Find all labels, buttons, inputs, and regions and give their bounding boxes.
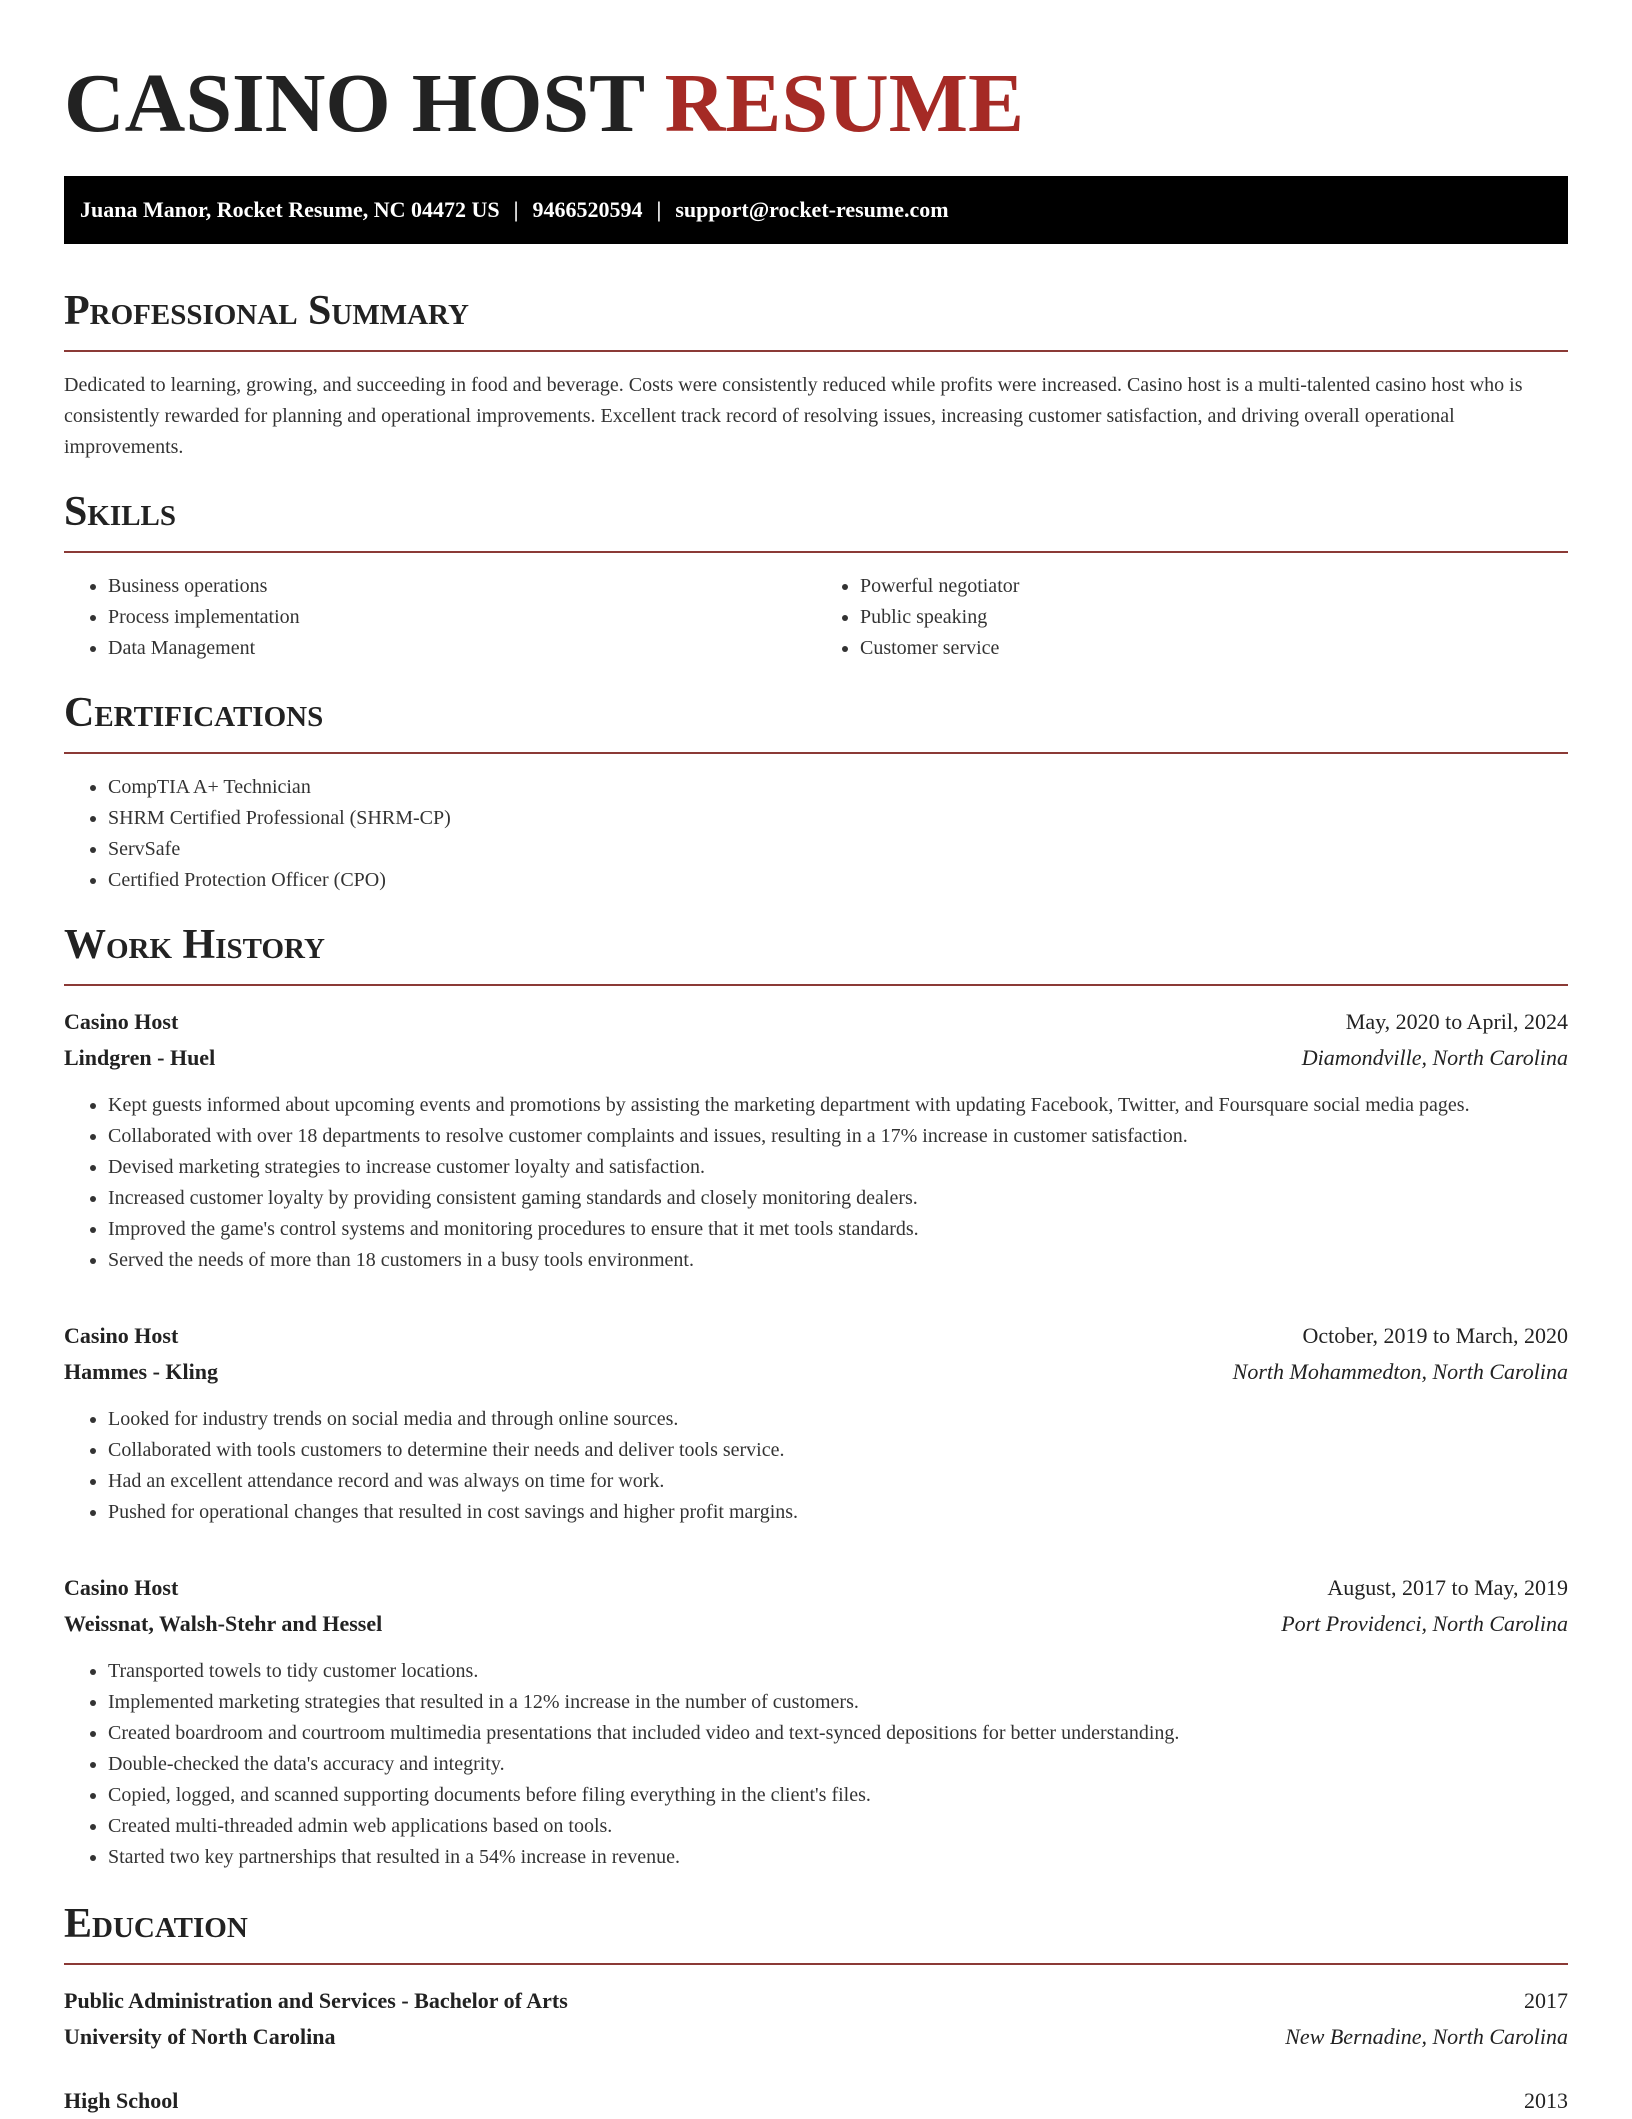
education-degree-row [64,1983,1568,2019]
job-location: North Mohammedton, North Carolina [1232,1359,1568,1384]
job-location: Port Providenci, North Carolina [1281,1611,1568,1636]
certifications-list [64,772,1568,896]
job-dates: May, 2020 to April, 2024 [1345,1009,1568,1034]
job-entry [64,1004,1568,1276]
job-bullet: • Kept guests informed about upcoming events and promotions by assisting the marketing department with updating Facebook, Twitter, and Foursquare social media pages. [108,1090,1568,1121]
job-bullets [64,1404,1568,1528]
job-bullet: • Double-checked the data's accuracy and integrity. [108,1749,1568,1780]
skill-item: • Data Management [108,633,816,664]
contact-email: support@rocket-resume.com [675,197,949,222]
job-dates: August, 2017 to May, 2019 [1327,1575,1568,1600]
skill-item: • Powerful negotiator [860,571,1568,602]
job-bullet: • Implemented marketing strategies that resulted in a 12% increase in the number of customers. [108,1687,1568,1718]
job-bullet: • Collaborated with tools customers to determine their needs and deliver tools service. [108,1435,1568,1466]
section-title-summary: Professional Summary [64,288,469,334]
work-history-section [64,920,1568,1873]
job-entry [64,1318,1568,1528]
contact-separator: | [656,197,662,222]
contact-separator: | [513,197,519,222]
section-divider [64,1963,1568,1965]
certification-item: • SHRM Certified Professional (SHRM-CP) [108,803,1568,834]
job-bullet: • Created multi-threaded admin web applications based on tools. [108,1811,1568,1842]
certification-item: • ServSafe [108,834,1568,865]
title-accent: RESUME [664,57,1025,150]
job-dates: October, 2019 to March, 2020 [1302,1323,1568,1348]
job-company-row [64,1040,1568,1076]
job-bullet: • Created boardroom and courtroom multimedia presentations that included video and text-synced depositions for better understanding. [108,1718,1568,1749]
skills-list-left [64,571,816,664]
job-title: Casino Host [64,1009,179,1034]
skills-grid [64,553,1568,664]
skill-item: • Public speaking [860,602,1568,633]
skill-item: • Customer service [860,633,1568,664]
job-bullet: • Had an excellent attendance record and was always on time for work. [108,1466,1568,1497]
education-location: New Bernadine, North Carolina [1285,2024,1568,2049]
section-title-education: Education [64,1901,248,1947]
job-location: Diamondville, North Carolina [1301,1045,1568,1070]
education-year: 2013 [1524,2088,1568,2113]
title-main: CASINO HOST [64,57,644,150]
certification-item: • Certified Protection Officer (CPO) [108,865,1568,896]
job-bullet: • Transported towels to tidy customer locations. [108,1656,1568,1687]
education-school: University of North Carolina [64,2024,336,2049]
job-company: Weissnat, Walsh-Stehr and Hessel [64,1611,383,1636]
section-title-work-history: Work History [64,922,325,968]
job-bullet: • Increased customer loyalty by providing consistent gaming standards and closely monitoring dealers. [108,1183,1568,1214]
job-bullet: • Pushed for operational changes that resulted in cost savings and higher profit margins. [108,1497,1568,1528]
certification-item: • CompTIA A+ Technician [108,772,1568,803]
certifications-section [64,688,1568,896]
job-title-row [64,1318,1568,1354]
job-entry [64,1570,1568,1873]
contact-phone: 9466520594 [532,197,643,222]
skill-item: • Business operations [108,571,816,602]
job-title: Casino Host [64,1575,179,1600]
job-bullet: • Copied, logged, and scanned supporting documents before filing everything in the client's files. [108,1780,1568,1811]
education-degree: Public Administration and Services - Bachelor of Arts [64,1988,568,2013]
job-bullets [64,1090,1568,1276]
job-bullet: • Collaborated with over 18 departments to resolve customer complaints and issues, resulting in a 17% increase in customer satisfaction. [108,1121,1568,1152]
skills-list-right [816,571,1568,664]
education-entry [64,2083,1568,2119]
skill-item: • Process implementation [108,602,816,633]
education-entry [64,1983,1568,2055]
contact-bar [64,176,1568,244]
job-bullet: • Started two key partnerships that resulted in a 54% increase in revenue. [108,1842,1568,1873]
job-title-row [64,1004,1568,1040]
section-title-certifications: Certifications [64,690,324,736]
education-year: 2017 [1524,1988,1568,2013]
education-degree: High School [64,2088,179,2113]
skills-section [64,487,1568,664]
education-section [64,1899,1568,2119]
job-title-row [64,1570,1568,1606]
job-bullet: • Looked for industry trends on social media and through online sources. [108,1404,1568,1435]
resume-title [64,54,1568,154]
section-title-skills: Skills [64,489,177,535]
education-degree-row [64,2083,1568,2119]
job-bullet: • Devised marketing strategies to increase customer loyalty and satisfaction. [108,1152,1568,1183]
job-title: Casino Host [64,1323,179,1348]
job-company-row [64,1354,1568,1390]
job-company: Lindgren - Huel [64,1045,216,1070]
education-school-row [64,2019,1568,2055]
job-company-row [64,1606,1568,1642]
job-bullet: • Served the needs of more than 18 customers in a busy tools environment. [108,1245,1568,1276]
summary-section [64,286,1568,463]
summary-text: Dedicated to learning, growing, and succeeding in food and beverage. Costs were consistently reduced while profits were increased. Casino host is a multi-talented casino host who is consistently rewarded for planning and operational improvements. Excellent track record of resolving issues, increasing customer satisfaction, and driving overall operational improvements. [64,374,1523,458]
job-bullets [64,1656,1568,1873]
job-bullet: • Improved the game's control systems and monitoring procedures to ensure that it met tools standards. [108,1214,1568,1245]
section-divider [64,984,1568,986]
section-divider [64,350,1568,352]
section-divider [64,752,1568,754]
job-company: Hammes - Kling [64,1359,218,1384]
contact-address: Juana Manor, Rocket Resume, NC 04472 US [80,197,500,222]
